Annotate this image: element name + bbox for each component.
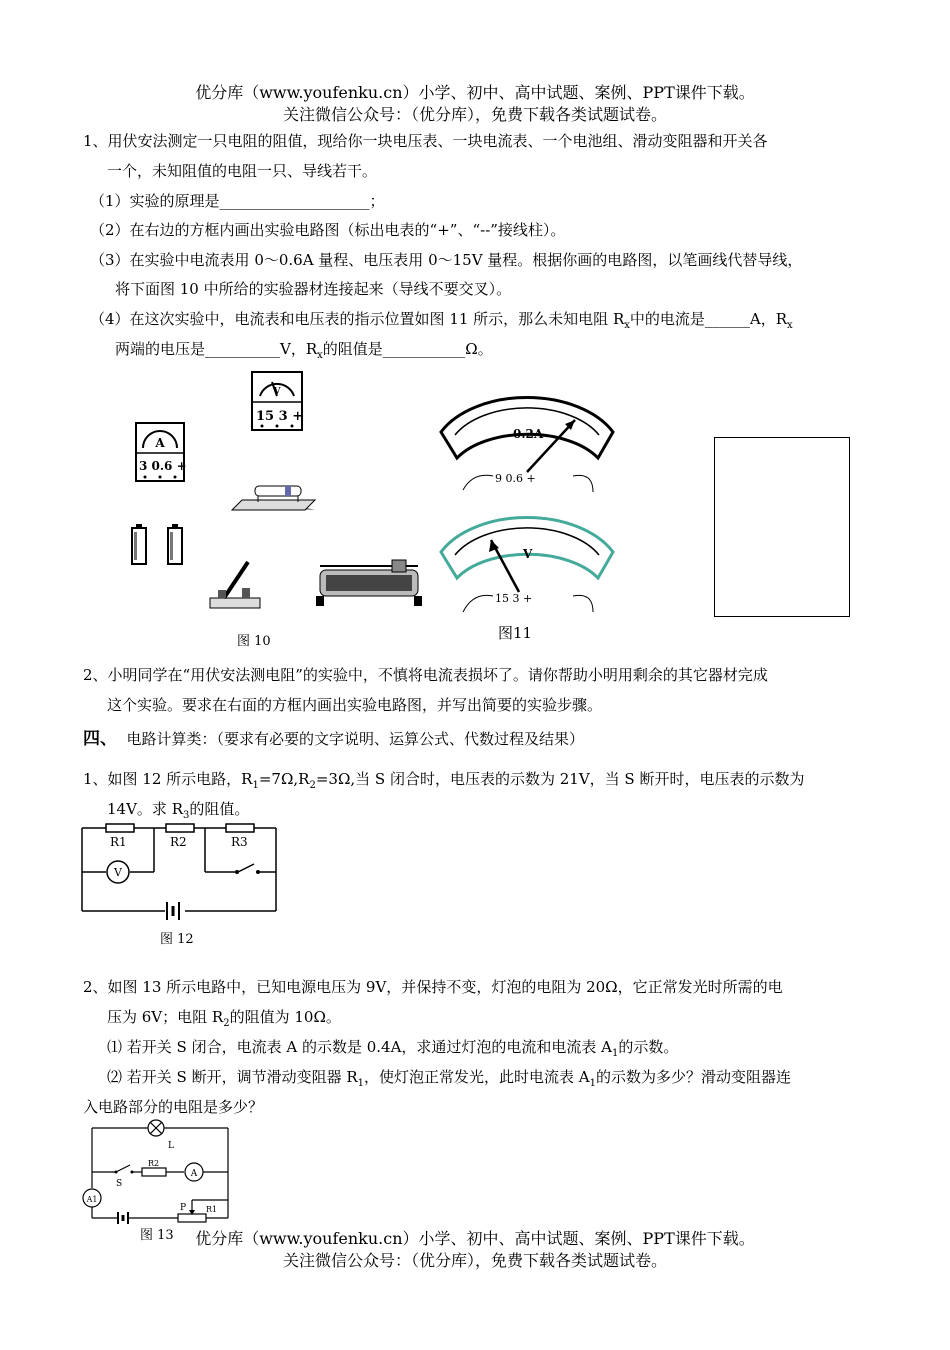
calc1-line-a: 1、如图 12 所示电路，$R_1=7\Omega,R_2=3\Omega$,当 S 闭合时，电压表的示数为 21V，当 S 断开时，电压表的示数为 — [83, 770, 805, 791]
figure-13-circuit — [80, 1120, 240, 1230]
q1-part-3b: 将下面图 10 中所给的实验器材连接起来（导线不要交叉）。 — [115, 280, 512, 298]
q2-line-a: 2、小明同学在“用伏安法测电阻”的实验中，不慎将电流表损坏了。请你帮助小明用剩余的其它器材完成 — [83, 666, 768, 684]
calc2-part-2a: ⑵ 若开关 S 断开，调节滑动变阻器 $R_1$，使灯泡正常发光，此时电流表 $A_1$的示数为多少？滑动变阻器连 — [107, 1068, 792, 1089]
svg-text:9 0.6 +: 9 0.6 + — [495, 472, 536, 485]
q1-part-4b: 两端的电压是__________V，$R_x$的阻值是___________Ω。 — [115, 340, 493, 361]
circuit-answer-box[interactable] — [714, 437, 850, 617]
ammeter-dial-icon — [441, 397, 613, 492]
q1-part-2: （2）在右边的方框内画出实验电路图（标出电表的“+”、“--”接线柱）。 — [90, 221, 566, 239]
footer-line-1: 优分库（www.youfenku.cn）小学、初中、高中试题、案例、PPT课件下载。 — [195, 1229, 755, 1248]
svg-text:R2: R2 — [170, 835, 187, 849]
svg-text:S: S — [116, 1179, 123, 1189]
svg-text:V: V — [114, 866, 122, 879]
q1-stem-a: 1、用伏安法测定一只电阻的阻值，现给你一块电压表、一块电流表、一个电池组、滑动变阻器和开关各 — [83, 132, 768, 150]
svg-text:R2: R2 — [148, 1159, 160, 1168]
svg-text:V: V — [523, 547, 533, 561]
figure-12-caption: 图 12 — [160, 932, 194, 947]
q1-stem-b: 一个，未知阻值的电阻一只、导线若干。 — [107, 162, 378, 180]
calc2-part-1: ⑴ 若开关 S 闭合，电流表 A 的示数是 0.4A，求通过灯泡的电流和电流表 $A_1$的示数。 — [107, 1038, 679, 1059]
calc2-line-b: 压为 6V；电阻 $R_2$的阻值为 10Ω。 — [107, 1008, 341, 1029]
battery-icon — [132, 524, 182, 564]
footer-line-2: 关注微信公众号：（优分库），免费下载各类试题试卷。 — [282, 1251, 667, 1270]
svg-text:A: A — [155, 436, 165, 450]
rheostat-icon — [316, 560, 422, 606]
svg-text:A1: A1 — [86, 1195, 98, 1204]
calc2-line-a: 2、如图 13 所示电路中，已知电源电压为 9V，并保持不变，灯泡的电阻为 20Ω，它正常发光时所需的电 — [83, 978, 783, 996]
calc1-line-b: 14V。求 $R_3$的阻值。 — [107, 800, 250, 821]
svg-text:L: L — [168, 1141, 174, 1151]
section-4-heading: 四、 电路计算类：（要求有必要的文字说明、运算公式、代数过程及结果） — [83, 729, 585, 749]
figure-11-caption: 图11 — [498, 624, 533, 642]
q2-line-b: 这个实验。要求在右面的方框内画出实验电路图，并写出简要的实验步骤。 — [107, 696, 603, 714]
figure-13-caption: 图 13 — [140, 1228, 174, 1243]
q1-part-3a: （3）在实验中电流表用 0～0.6A 量程、电压表用 0～15V 量程。根据你画的电路图，以笔画线代替导线， — [90, 251, 803, 269]
header-line-1: 优分库（www.youfenku.cn）小学、初中、高中试题、案例、PPT课件下载。 — [195, 83, 755, 102]
svg-text:V: V — [273, 387, 281, 397]
svg-text:0.2A: 0.2A — [513, 427, 544, 441]
calc2-part-2b: 入电路部分的电阻是多少？ — [83, 1098, 264, 1116]
q1-part-4a: （4）在这次实验中，电流表和电压表的指示位置如图 11 所示，那么未知电阻 $R_x$中的电流是______A，$R_x$ — [90, 310, 793, 331]
figure-10-caption: 图 10 — [237, 634, 271, 649]
voltmeter-dial-icon — [441, 517, 613, 612]
svg-text:R1: R1 — [110, 835, 127, 849]
figure-12-circuit — [80, 822, 280, 917]
svg-text:R1: R1 — [206, 1205, 218, 1214]
svg-text:15 3 +: 15 3 + — [495, 592, 533, 605]
voltmeter-icon — [252, 372, 303, 430]
svg-text:3 0.6 +: 3 0.6 + — [139, 459, 187, 473]
figure-11-meters — [433, 380, 623, 635]
svg-text:R3: R3 — [231, 835, 248, 849]
svg-text:A: A — [190, 1169, 198, 1179]
knife-switch-icon — [210, 562, 260, 608]
ammeter-icon — [136, 423, 187, 481]
figure-10-apparatus — [130, 370, 430, 645]
svg-text:P: P — [180, 1203, 187, 1213]
q1-part-1: （1）实验的原理是____________________； — [90, 192, 385, 210]
resistor-on-base-icon — [232, 486, 315, 510]
header-line-2: 关注微信公众号：（优分库），免费下载各类试题试卷。 — [282, 105, 667, 124]
svg-text:15 3 +: 15 3 + — [256, 409, 304, 424]
